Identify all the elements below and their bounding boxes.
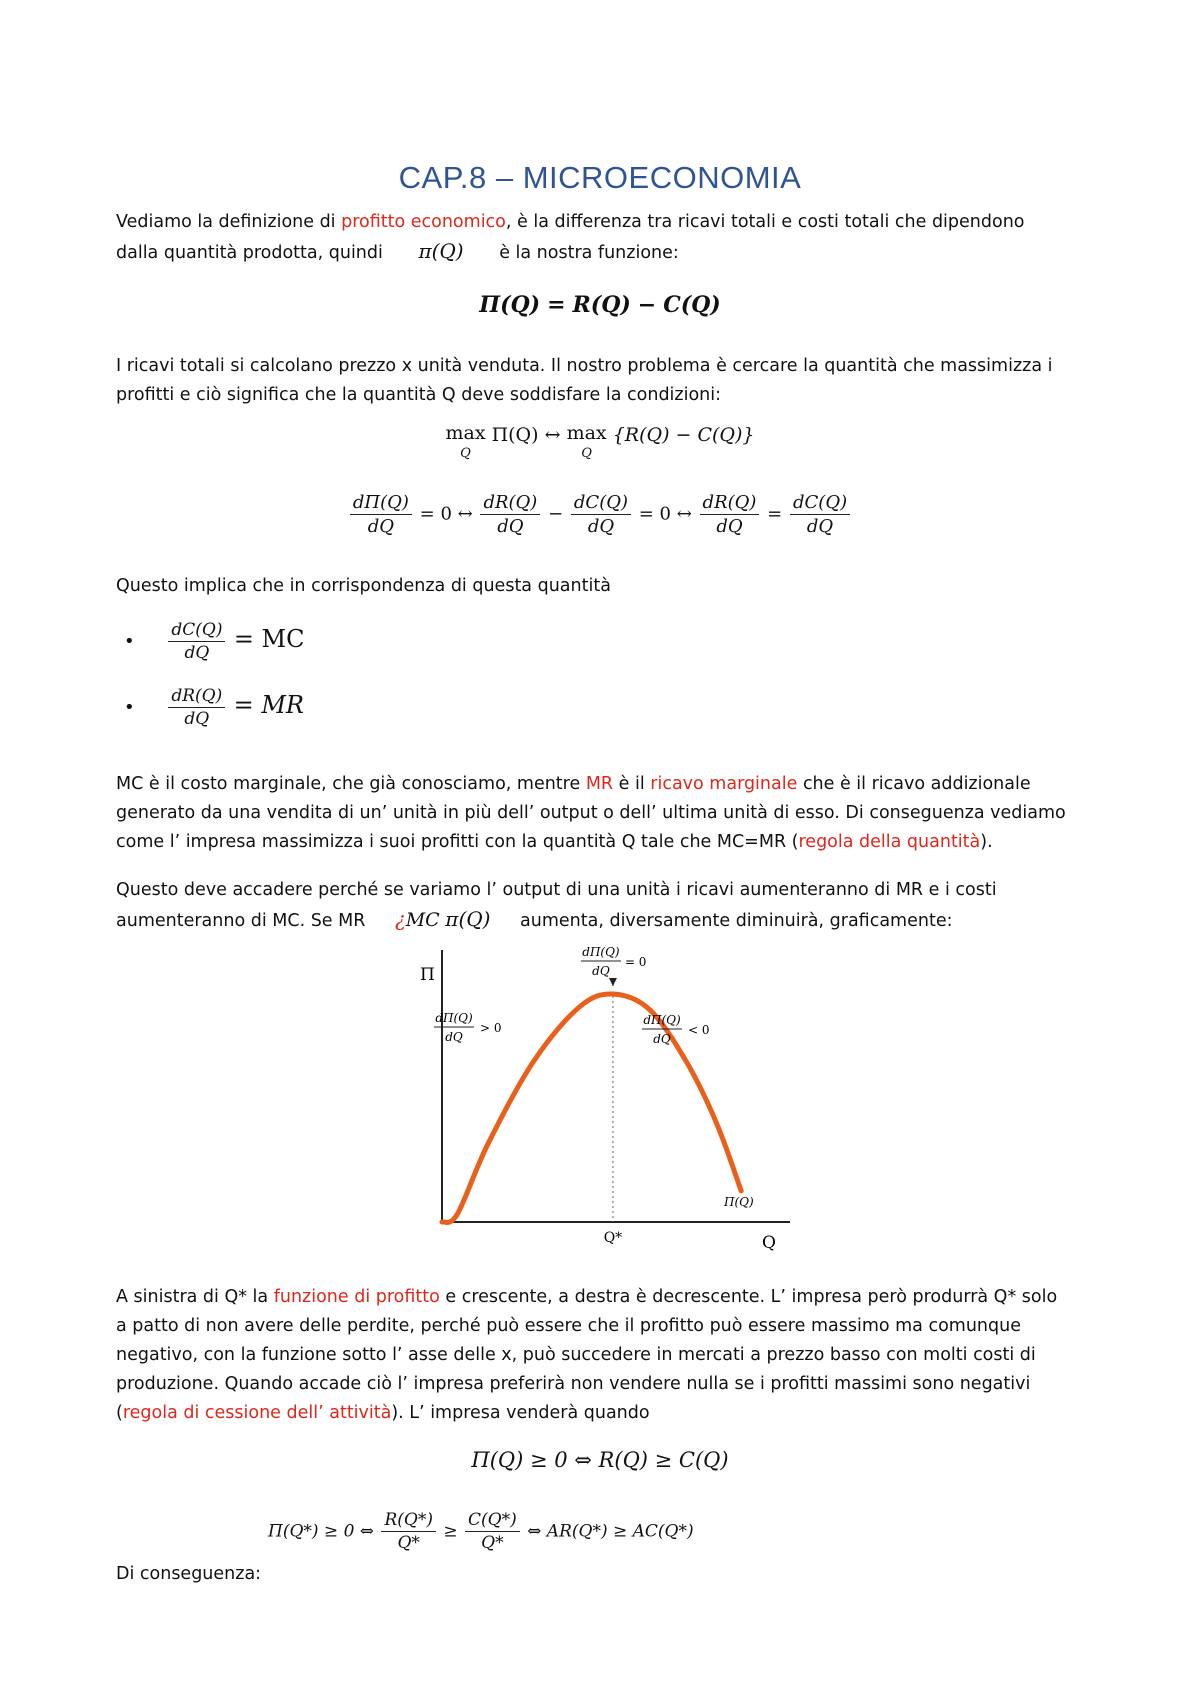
profit-eq-equals: = <box>547 292 566 318</box>
max-subscript-1: Q <box>460 446 471 461</box>
annotation-left-num: dΠ(Q) <box>435 1011 473 1025</box>
profit-function-paragraph <box>116 1283 1076 1428</box>
deriv-den-4: dQ <box>716 516 743 537</box>
bullet-mark-1: • <box>124 631 135 652</box>
avg-num-1: R(Q*) <box>381 1510 436 1532</box>
deriv-num-3: dC(Q) <box>571 492 631 515</box>
mc-inline: MC <box>405 909 440 931</box>
conclusion-label: Di conseguenza: <box>116 1564 262 1584</box>
avg-lhs: Π(Q*) ≥ 0 ⇔ <box>268 1521 375 1542</box>
marginal-text-2: è il <box>613 774 651 794</box>
max-operator-1 <box>445 424 485 463</box>
annotation-arrowhead <box>609 978 617 986</box>
derivative-equation <box>0 492 1200 537</box>
highlight-regola-cessione: regola di cessione dell’ attività <box>122 1403 392 1423</box>
bullet-num-2: dR(Q) <box>168 686 225 708</box>
deriv-frac-cost <box>571 492 631 537</box>
deriv-equals: = <box>767 503 783 525</box>
profit-eq-cost: C(Q) <box>663 292 721 318</box>
intro-text-3: dalla quantità prodotta, quindi <box>116 243 383 263</box>
deriv-minus: − <box>548 503 564 525</box>
bullet-den-2: dQ <box>184 709 210 729</box>
bullet-frac-1 <box>168 620 225 663</box>
profit-eq-minus: − <box>637 292 657 318</box>
max-word-1: max <box>445 422 486 444</box>
pf-text-2: e crescente, a destra è decrescente. L’ impresa però produrrà Q* solo <box>439 1287 1058 1307</box>
max-revenue-minus-cost: {R(Q) − C(Q)} <box>612 424 755 446</box>
problem-line-2: profitti e ciò significa che la quantità Q deve soddisfare la condizioni: <box>116 385 722 405</box>
variation-line-2a: aumenteranno di MC. Se MR <box>116 911 366 931</box>
pf-line-5b: ). L’ impresa venderà quando <box>391 1403 650 1423</box>
pf-line-5a: ( <box>116 1403 123 1423</box>
deriv-frac-revenue <box>480 492 540 537</box>
highlight-funzione-profitto: funzione di profitto <box>273 1287 440 1307</box>
average-equation <box>268 1510 694 1553</box>
problem-paragraph <box>116 352 1076 410</box>
profit-eq-lhs: Π(Q) <box>479 292 541 318</box>
profit-chart <box>400 944 800 1262</box>
marginal-line-2: generato da una vendita di un’ unità in più dell’ output o dell’ ultima unità di esso. Di conseguenza vediamo <box>116 803 1066 823</box>
glitch-char: ¿ <box>394 907 406 931</box>
deriv-num-4: dR(Q) <box>700 492 760 515</box>
annotation-right-rel: < 0 <box>688 1023 710 1037</box>
pf-text-1: A sinistra di Q* la <box>116 1287 274 1307</box>
profit-eq-revenue: R(Q) <box>572 292 631 318</box>
max-operator-2 <box>567 424 607 463</box>
max-equation <box>0 424 1200 463</box>
marginal-paragraph <box>116 770 1076 857</box>
avg-frac-revenue <box>381 1510 436 1553</box>
pi-q-inline-2: π(Q) <box>445 907 491 931</box>
deriv-den-1: dQ <box>367 516 395 537</box>
deriv-den-3: dQ <box>587 516 615 537</box>
avg-frac-cost <box>465 1510 520 1553</box>
variation-line-2b: aumenta, diversamente diminuirà, graficamente: <box>520 911 953 931</box>
sell-condition-text: Π(Q) ≥ 0 ⇔ R(Q) ≥ C(Q) <box>471 1448 729 1472</box>
annotation-left-den: dQ <box>445 1030 463 1044</box>
bullet-den-1: dQ <box>184 643 210 663</box>
max-word-2: max <box>566 422 607 444</box>
bullet-mc <box>124 620 305 663</box>
avg-den-1: Q* <box>397 1533 420 1553</box>
marginal-line-3b: ). <box>980 832 993 852</box>
marginal-text-3: che è il ricavo addizionale <box>797 774 1031 794</box>
pi-q-inline: π(Q) <box>418 239 464 263</box>
highlight-mr: MR <box>585 774 614 794</box>
deriv-num-1: dΠ(Q) <box>350 492 412 515</box>
avg-num-2: C(Q*) <box>465 1510 520 1532</box>
pf-line-4: produzione. Quando accade ciò l’ impresa preferirà non vendere nulla se i profitti massimi sono negativi <box>116 1374 1031 1394</box>
avg-rhs: ⇔ AR(Q*) ≥ AC(Q*) <box>527 1521 694 1542</box>
intro-text-2: , è la differenza tra ricavi totali e costi totali che dipendono <box>505 212 1025 232</box>
problem-line-1: I ricavi totali si calcolano prezzo x unità venduta. Il nostro problema è cercare la quantità che massimizza i <box>116 356 1053 376</box>
highlight-regola-quantita: regola della quantità <box>798 832 981 852</box>
bullet-mr <box>124 686 304 729</box>
annotation-right-num: dΠ(Q) <box>643 1013 681 1027</box>
deriv-frac-cost-2 <box>790 492 850 537</box>
max-profit-func: Π(Q) <box>491 424 539 446</box>
deriv-frac-profit <box>350 492 412 537</box>
annotation-top-rel: = 0 <box>624 955 647 969</box>
bullet-rhs-2: = MR <box>233 691 304 719</box>
bullet-mark-2: • <box>124 697 135 718</box>
implication-paragraph: Questo implica che in corrispondenza di questa quantità <box>116 576 611 596</box>
marginal-line-3a: come l’ impresa massimizza i suoi profitti con la quantità Q tale che MC=MR ( <box>116 832 799 852</box>
profit-equation <box>0 292 1200 318</box>
bullet-frac-2 <box>168 686 225 729</box>
marginal-text-1: MC è il costo marginale, che già conosciamo, mentre <box>116 774 586 794</box>
y-axis-label: Π <box>420 965 435 985</box>
bullet-rhs-1: = MC <box>233 625 305 653</box>
pf-line-2: a patto di non avere delle perdite, perché può essere che il profitto può essere massimo ma comunque <box>116 1316 1021 1336</box>
variation-paragraph <box>116 876 1076 936</box>
highlight-ricavo-marginale: ricavo marginale <box>650 774 798 794</box>
curve-label: Π(Q) <box>724 1195 754 1209</box>
bullet-num-1: dC(Q) <box>168 620 225 642</box>
avg-den-2: Q* <box>481 1533 504 1553</box>
sell-condition-equation <box>0 1448 1200 1472</box>
annotation-left <box>434 1011 502 1044</box>
highlight-profitto-economico: profitto economico <box>341 212 506 232</box>
annotation-top-den: dQ <box>592 964 610 978</box>
annotation-top <box>581 945 647 978</box>
annotation-top-num: dΠ(Q) <box>582 945 620 959</box>
max-subscript-2: Q <box>581 446 592 461</box>
deriv-num-2: dR(Q) <box>480 492 540 515</box>
intro-paragraph <box>116 208 1076 268</box>
q-star-label: Q* <box>603 1230 623 1246</box>
deriv-num-5: dC(Q) <box>790 492 850 515</box>
deriv-den-5: dQ <box>806 516 834 537</box>
pf-line-3: negativo, con la funzione sotto l’ asse delle x, può succedere in mercati a prezzo basso con molti costi di <box>116 1345 1036 1365</box>
intro-text-1: Vediamo la definizione di <box>116 212 342 232</box>
max-equivalence-arrow: ↔ <box>544 424 561 446</box>
avg-ge: ≥ <box>443 1521 458 1542</box>
annotation-right-den: dQ <box>653 1032 671 1046</box>
intro-text-4: è la nostra funzione: <box>499 243 679 263</box>
deriv-zero-arrow-2: = 0 ↔ <box>638 503 692 525</box>
annotation-left-rel: > 0 <box>480 1021 502 1035</box>
deriv-den-2: dQ <box>497 516 524 537</box>
page-title: CAP.8 – MICROECONOMIA <box>398 160 802 195</box>
deriv-frac-revenue-2 <box>700 492 760 537</box>
variation-line-1: Questo deve accadere perché se variamo l’ output di una unità i ricavi aumenteranno di MR e i costi <box>116 880 997 900</box>
deriv-zero-arrow-1: = 0 ↔ <box>419 503 473 525</box>
x-axis-label: Q <box>762 1233 776 1253</box>
